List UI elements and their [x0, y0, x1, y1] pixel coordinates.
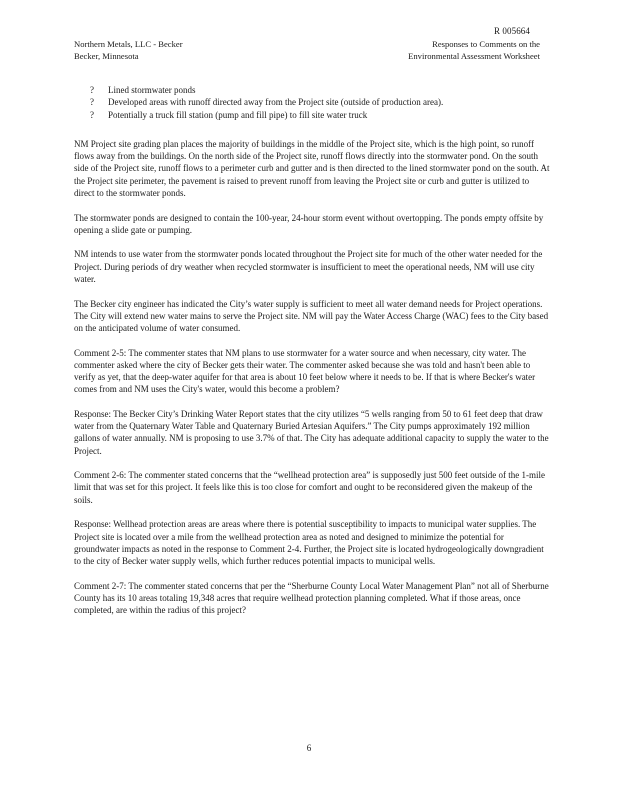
document-body [74, 138, 550, 629]
page-number: 6 [306, 743, 312, 753]
header-company: Northern Metals, LLC - Becker [74, 39, 183, 49]
bullet-text: Lined stormwater ponds [108, 85, 196, 95]
header-doc-subtitle: Environmental Assessment Worksheet [408, 51, 540, 61]
response-2-5: Response: The Becker City’s Drinking Water Report states that the city utilizes “5 wells ranging from 50 to 61 feet deep that draw water from the Quaternary Water Table and Quaternary Buried Artesian Aquifers.” The City pumps approximately 192 million gallons of water annually. NM is proposing to use 3.7% of that. The City has adequate additional capacity to supply the water to the Project. [74, 408, 549, 456]
paragraph-water-use: NM intends to use water from the stormwater ponds located throughout the Project site for much of the other water needed for the Project. During periods of dry weather when recycled stormwater is insufficient to meet the operational needs, NM will use city water. [74, 249, 543, 284]
bates-number: R 005664 [493, 26, 530, 36]
header-right [408, 38, 540, 62]
response-2-6: Response: Wellhead protection areas are areas where there is potential susceptibility to impacts to municipal water supplies. The Project site is located over a mile from the wellhead protection area as noted and designed to minimize the potential for groundwater impacts as noted in the response to Comment 2-4. Further, the Project site is located hydrogeologically downgradient to the city of Becker water supply wells, which further reduces potential impacts to municipal wells. [74, 519, 544, 566]
comment-2-7: Comment 2-7: The commenter stated concerns that per the “Sherburne County Local Water Management Plan” not all of Sherburne County has its 10 areas totaling 19,348 acres that require wellhead protection planning completed. What if those areas, once completed, are within the radius of this project? [74, 580, 549, 616]
list-item [90, 109, 560, 121]
bullet-list [90, 84, 560, 121]
paragraph-pond-capacity: The stormwater ponds are designed to contain the 100-year, 24-hour storm event without overtopping. The ponds empty offsite by opening a slide gate or pumping. [74, 212, 544, 235]
paragraph-city-supply: The Becker city engineer has indicated the City’s water supply is sufficient to meet all water demand needs for Project operations. The City will extend new water mains to serve the Project site. NM will pay the Water Access Charge (WAC) fees to the City based on the anticipated volume of water consumed. [74, 298, 549, 333]
bullet-mark: ? [90, 97, 94, 108]
list-item [90, 96, 560, 108]
bullet-text: Potentially a truck fill station (pump and fill pipe) to fill site water truck [108, 109, 368, 120]
list-item [90, 84, 560, 96]
bullet-mark: ? [90, 85, 94, 95]
header-left [74, 38, 183, 62]
header-doc-title: Responses to Comments on the [432, 39, 540, 49]
paragraph-grading-plan: NM Project site grading plan places the majority of buildings in the middle of the Project site, which is the high point, so runoff flows away from the buildings. On the north side of the Project site, runoff flows directly into the stormwater pond. On the south side of the Project site, runoff flows to a perimeter curb and gutter and is then directed to the lined stormwater pond on the south. At the Project site perimeter, the pavement is raised to prevent runoff from leaving the Project site or curb and gutter is utilized to direct to the stormwater ponds. [74, 139, 550, 198]
header-location: Becker, Minnesota [74, 51, 139, 61]
comment-2-6: Comment 2-6: The commenter stated concerns that the “wellhead protection area” is supposedly just 500 feet outside of the 1-mile limit that was set for this project. It feels like this is too close for comfort and ought to be reconsidered given the makeup of the soils. [74, 470, 545, 505]
comment-2-5: Comment 2-5: The commenter states that NM plans to use stormwater for a water source and when necessary, city water. The commenter asked where the city of Becker gets their water. The commenter asked because she was told and hasn't been able to verify as yet, that the deep-water aquifer for that area is about 10 feet below where it needs to be. If that is where Becker's water comes from and NM uses the City's water, would this become a problem? [74, 347, 536, 395]
bullet-text: Developed areas with runoff directed away from the Project site (outside of production area). [108, 97, 444, 108]
bullet-mark: ? [90, 109, 94, 120]
